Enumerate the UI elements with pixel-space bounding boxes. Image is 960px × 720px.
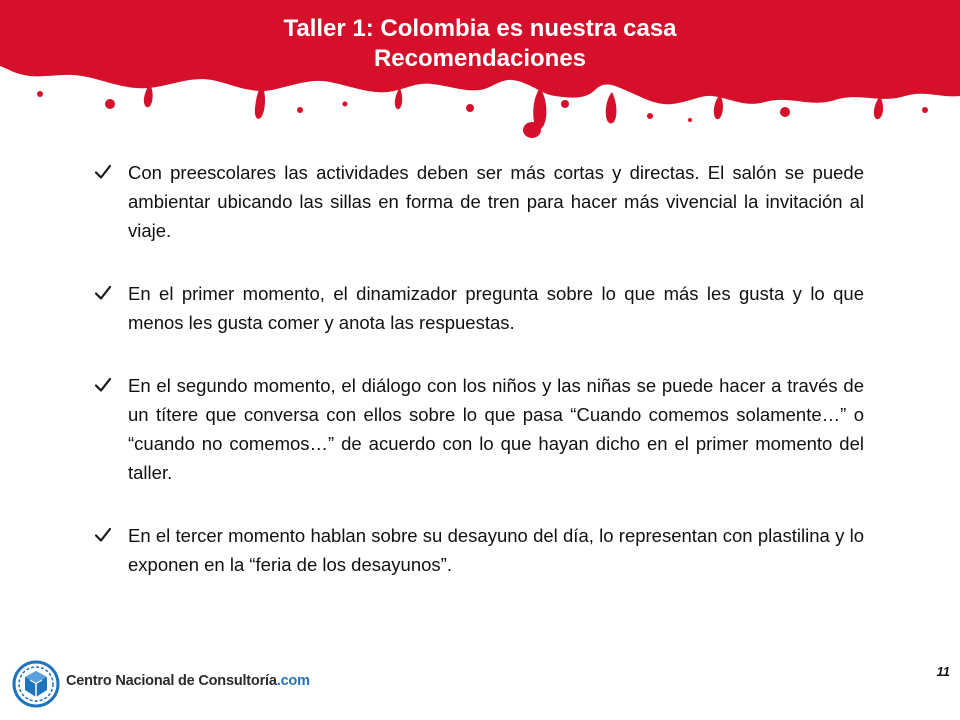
page-number: 11 bbox=[936, 664, 950, 679]
list-item-text: En el tercer momento hablan sobre su desayuno del día, lo representan con plastilina y lo exponen en la “feria de los desayunos”. bbox=[128, 525, 864, 575]
list-item-text: En el primer momento, el dinamizador pregunta sobre lo que más les gusta y lo que menos les gusta comer y anota las respuestas. bbox=[128, 283, 864, 333]
list-item bbox=[94, 279, 864, 337]
brand-name: Centro Nacional de Consultoría bbox=[66, 673, 277, 689]
recommendations-list bbox=[94, 158, 864, 613]
checkmark-icon bbox=[94, 163, 112, 181]
footer-brand bbox=[66, 673, 310, 689]
list-item-text: Con preescolares las actividades deben ser más cortas y directas. El salón se puede ambientar ubicando las sillas en forma de tren para hacer más vivencial la invitación al viaje. bbox=[128, 162, 864, 241]
list-item bbox=[94, 521, 864, 579]
checkmark-icon bbox=[94, 284, 112, 302]
page-title: Taller 1: Colombia es nuestra casa bbox=[283, 15, 677, 42]
cnc-cube-logo-icon bbox=[12, 660, 60, 708]
checkmark-icon bbox=[94, 376, 112, 394]
page-subtitle: Recomendaciones bbox=[373, 45, 587, 72]
list-item-text: En el segundo momento, el diálogo con los niños y las niñas se puede hacer a través de un títere que conversa con ellos sobre lo que pasa “Cuando comemos solamente…” o “cuando no comemos…” de acuerdo con lo que hayan dicho en el primer momento del taller. bbox=[128, 375, 864, 483]
title-block bbox=[0, 14, 960, 74]
list-item bbox=[94, 371, 864, 487]
list-item bbox=[94, 158, 864, 245]
brand-domain: .com bbox=[276, 673, 310, 689]
checkmark-icon bbox=[94, 526, 112, 544]
